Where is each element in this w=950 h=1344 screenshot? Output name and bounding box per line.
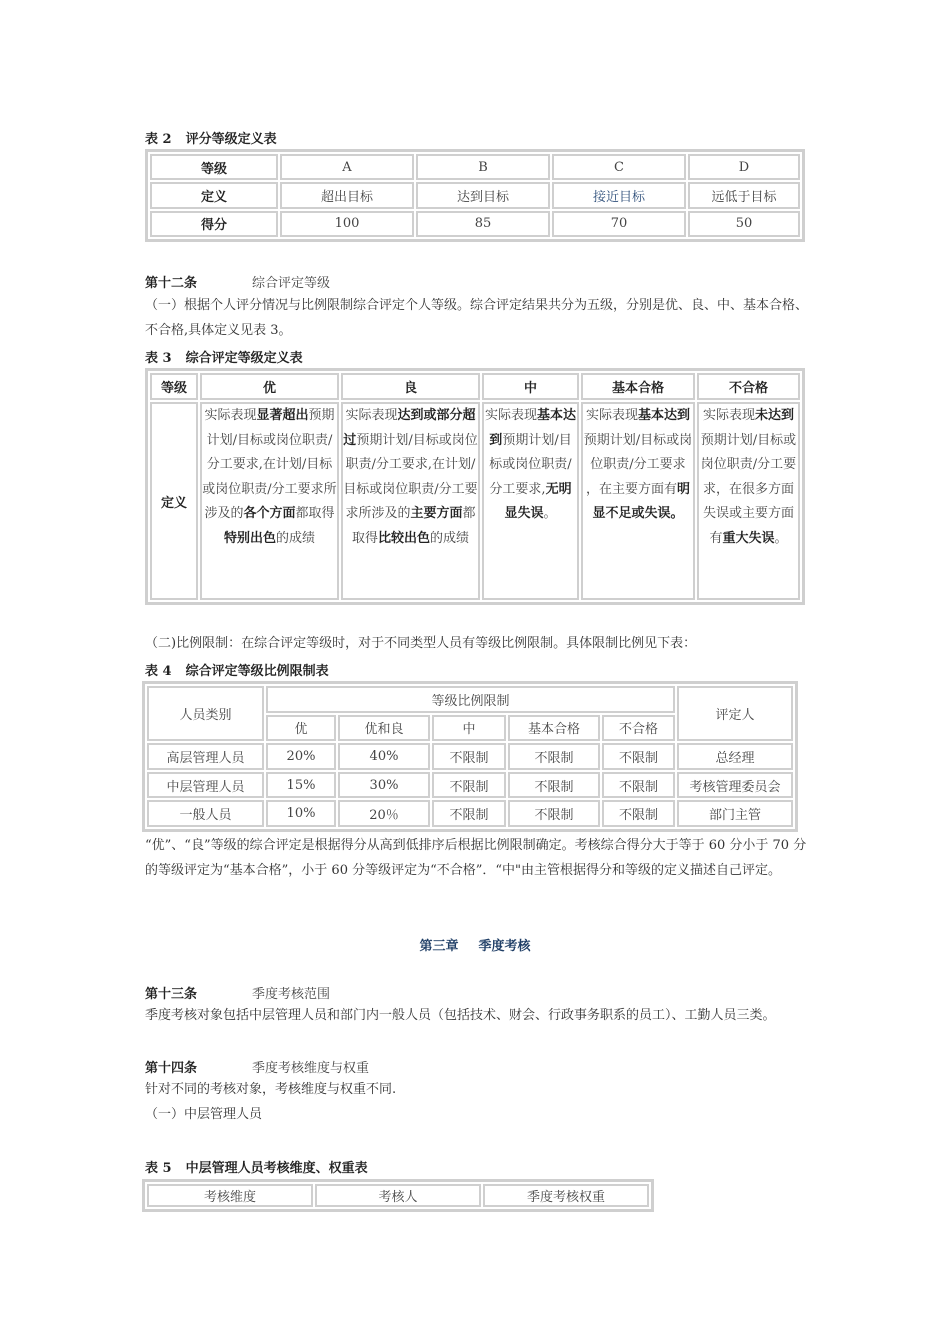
table-header-cell: 优 (266, 715, 336, 742)
table-row (150, 373, 800, 400)
table-header-cell: 考核维度 (147, 1184, 313, 1207)
table-cell: 不限制 (602, 743, 675, 770)
table5-caption-number: 表 5 (145, 1161, 172, 1176)
chapter-title: 季度考核 (478, 939, 531, 954)
table-cell: 中层管理人员 (147, 772, 264, 799)
chapter-heading (0, 935, 950, 954)
table-row (150, 182, 800, 208)
table-row (147, 800, 793, 827)
table-header-cell: 人员类别 (147, 686, 264, 741)
table-cell: 高层管理人员 (147, 743, 264, 770)
table-header-cell: 考核人 (315, 1184, 481, 1207)
table5-caption (145, 1157, 368, 1176)
table-cell: 50 (688, 211, 800, 237)
table-cell: 总经理 (677, 743, 793, 770)
row-label: 得分 (150, 211, 278, 237)
table2-grade-definition (145, 149, 805, 242)
table-header-cell: 不合格 (602, 715, 675, 742)
table-cell: 部门主管 (677, 800, 793, 827)
article-label: 第十二条 (145, 276, 198, 291)
table5-caption-title: 中层管理人员考核维度、权重表 (185, 1161, 368, 1176)
grade-rule-paragraph: “优”、“良”等级的综合评定是根据得分从高到低排序后根据比例限制确定。考核综合得分大于等于 60 分小于 70 分的等级评定为“基本合格”，小于 60 分等级评定为“不合格”．“中"由主管根据得分和等级的定义描述自己评定。 (145, 838, 807, 878)
article-title: 综合评定等级 (252, 276, 331, 291)
table-header-cell: 良 (341, 373, 480, 400)
table3-overall-grade-definition (145, 368, 805, 605)
table-row (147, 743, 793, 770)
table-cell: 不限制 (508, 772, 600, 799)
row-label: 定义 (150, 182, 278, 208)
grade-description-basic-pass: 实际表现基本达到预期计划/目标或岗位职责/分工要求 ，在主要方面有明显不足或失误。 (581, 402, 695, 600)
table-header-cell: 不合格 (697, 373, 800, 400)
article12-paragraph1: （一）根据个人评分情况与比例限制综合评定个人等级。综合评定结果共分为五级，分别是优、良、中、基本合格、不合格,具体定义见表 3。 (145, 298, 809, 338)
table-cell: 15% (266, 772, 336, 799)
table2-caption-title: 评分等级定义表 (185, 132, 277, 147)
table-row (147, 1184, 649, 1207)
table-cell: 超出目标 (280, 182, 414, 208)
table-cell: 不限制 (602, 800, 675, 827)
table-cell: 40% (338, 743, 430, 770)
table-cell: 20% (266, 743, 336, 770)
table-header-cell: 等级 (150, 373, 198, 400)
table-cell: 达到目标 (416, 182, 550, 208)
article-label: 第十四条 (145, 1061, 198, 1076)
table4-caption (145, 660, 329, 679)
table-cell: 不限制 (432, 772, 506, 799)
table-header-cell: 优和良 (338, 715, 430, 742)
table-cell: 不限制 (508, 743, 600, 770)
table-header-cell: 基本合格 (508, 715, 600, 742)
table-header-cell: B (416, 154, 550, 180)
table4-caption-number: 表 4 (145, 664, 172, 679)
table-header-cell: C (552, 154, 686, 180)
article14-subheading: （一）中层管理人员 (145, 1107, 263, 1122)
table2-caption-number: 表 2 (145, 132, 172, 147)
table-cell: 接近目标 (552, 182, 686, 208)
table-cell: 远低于目标 (688, 182, 800, 208)
table-cell: 10% (266, 800, 336, 827)
article-label: 第十三条 (145, 987, 198, 1002)
table-cell: 85 (416, 211, 550, 237)
table4-caption-title: 综合评定等级比例限制表 (185, 664, 329, 679)
table3-caption (145, 347, 303, 366)
table-cell: 30% (338, 772, 430, 799)
table3-caption-number: 表 3 (145, 351, 172, 366)
table-row (150, 211, 800, 237)
table2-caption (145, 128, 277, 147)
table-row (147, 686, 793, 713)
table-row (150, 154, 800, 180)
table-cell: 100 (280, 211, 414, 237)
table-header-cell: 等级 (150, 154, 278, 180)
table-header-cell: 评定人 (677, 686, 793, 741)
table-header-cell: 中 (432, 715, 506, 742)
table-header-cell: 基本合格 (581, 373, 695, 400)
table-cell: 一般人员 (147, 800, 264, 827)
table-header-cell: 优 (200, 373, 339, 400)
table-header-cell: 季度考核权重 (483, 1184, 649, 1207)
table-cell: 不限制 (432, 800, 506, 827)
ratio-limit-paragraph: （二)比例限制：在综合评定等级时，对于不同类型人员有等级比例限制。具体限制比例见下表： (145, 636, 697, 651)
grade-description-you: 实际表现显著超出预期计划/目标或岗位职责/分工要求,在计划/目标或岗位职责/分工要求所涉及的各个方面都取得特别出色的成绩 (200, 402, 339, 600)
grade-description-fail: 实际表现未达到预期计划/目标或岗位职责/分工要求，在很多方面失误或主要方面有重大失误。 (697, 402, 800, 600)
chapter-number: 第三章 (419, 939, 459, 954)
table-header-cell: 等级比例限制 (266, 686, 675, 713)
grade-description-zhong: 实际表现基本达到预期计划/目标或岗位职责/分工要求,无明显失误。 (482, 402, 579, 600)
table-cell: 70 (552, 211, 686, 237)
table5-dimension-weight (142, 1179, 654, 1212)
table-cell: 不限制 (602, 772, 675, 799)
table-row (150, 402, 800, 600)
article13-heading (145, 983, 330, 1002)
table-row (147, 772, 793, 799)
table-header-cell: A (280, 154, 414, 180)
article14-paragraph: 针对不同的考核对象，考核维度与权重不同. (145, 1082, 397, 1097)
table-cell: 不限制 (432, 743, 506, 770)
article-title: 季度考核范围 (252, 987, 331, 1002)
table4-ratio-limit (142, 681, 798, 832)
table-header-cell: 中 (482, 373, 579, 400)
article12-heading (145, 272, 330, 291)
table-cell: 不限制 (508, 800, 600, 827)
table-cell: 20％ (338, 800, 430, 827)
article-title: 季度考核维度与权重 (252, 1061, 370, 1076)
article14-heading (145, 1057, 369, 1076)
grade-description-liang: 实际表现达到或部分超过预期计划/目标或岗位职责/分工要求,在计划/目标或岗位职责/分工要求所涉及的主要方面都取得比较出色的成绩 (341, 402, 480, 600)
table-cell: 考核管理委员会 (677, 772, 793, 799)
table3-caption-title: 综合评定等级定义表 (185, 351, 303, 366)
table-header-cell: D (688, 154, 800, 180)
row-label: 定义 (150, 402, 198, 600)
article13-paragraph: 季度考核对象包括中层管理人员和部门内一般人员（包括技术、财会、行政事务职系的员工）、工勤人员三类。 (145, 1008, 776, 1023)
